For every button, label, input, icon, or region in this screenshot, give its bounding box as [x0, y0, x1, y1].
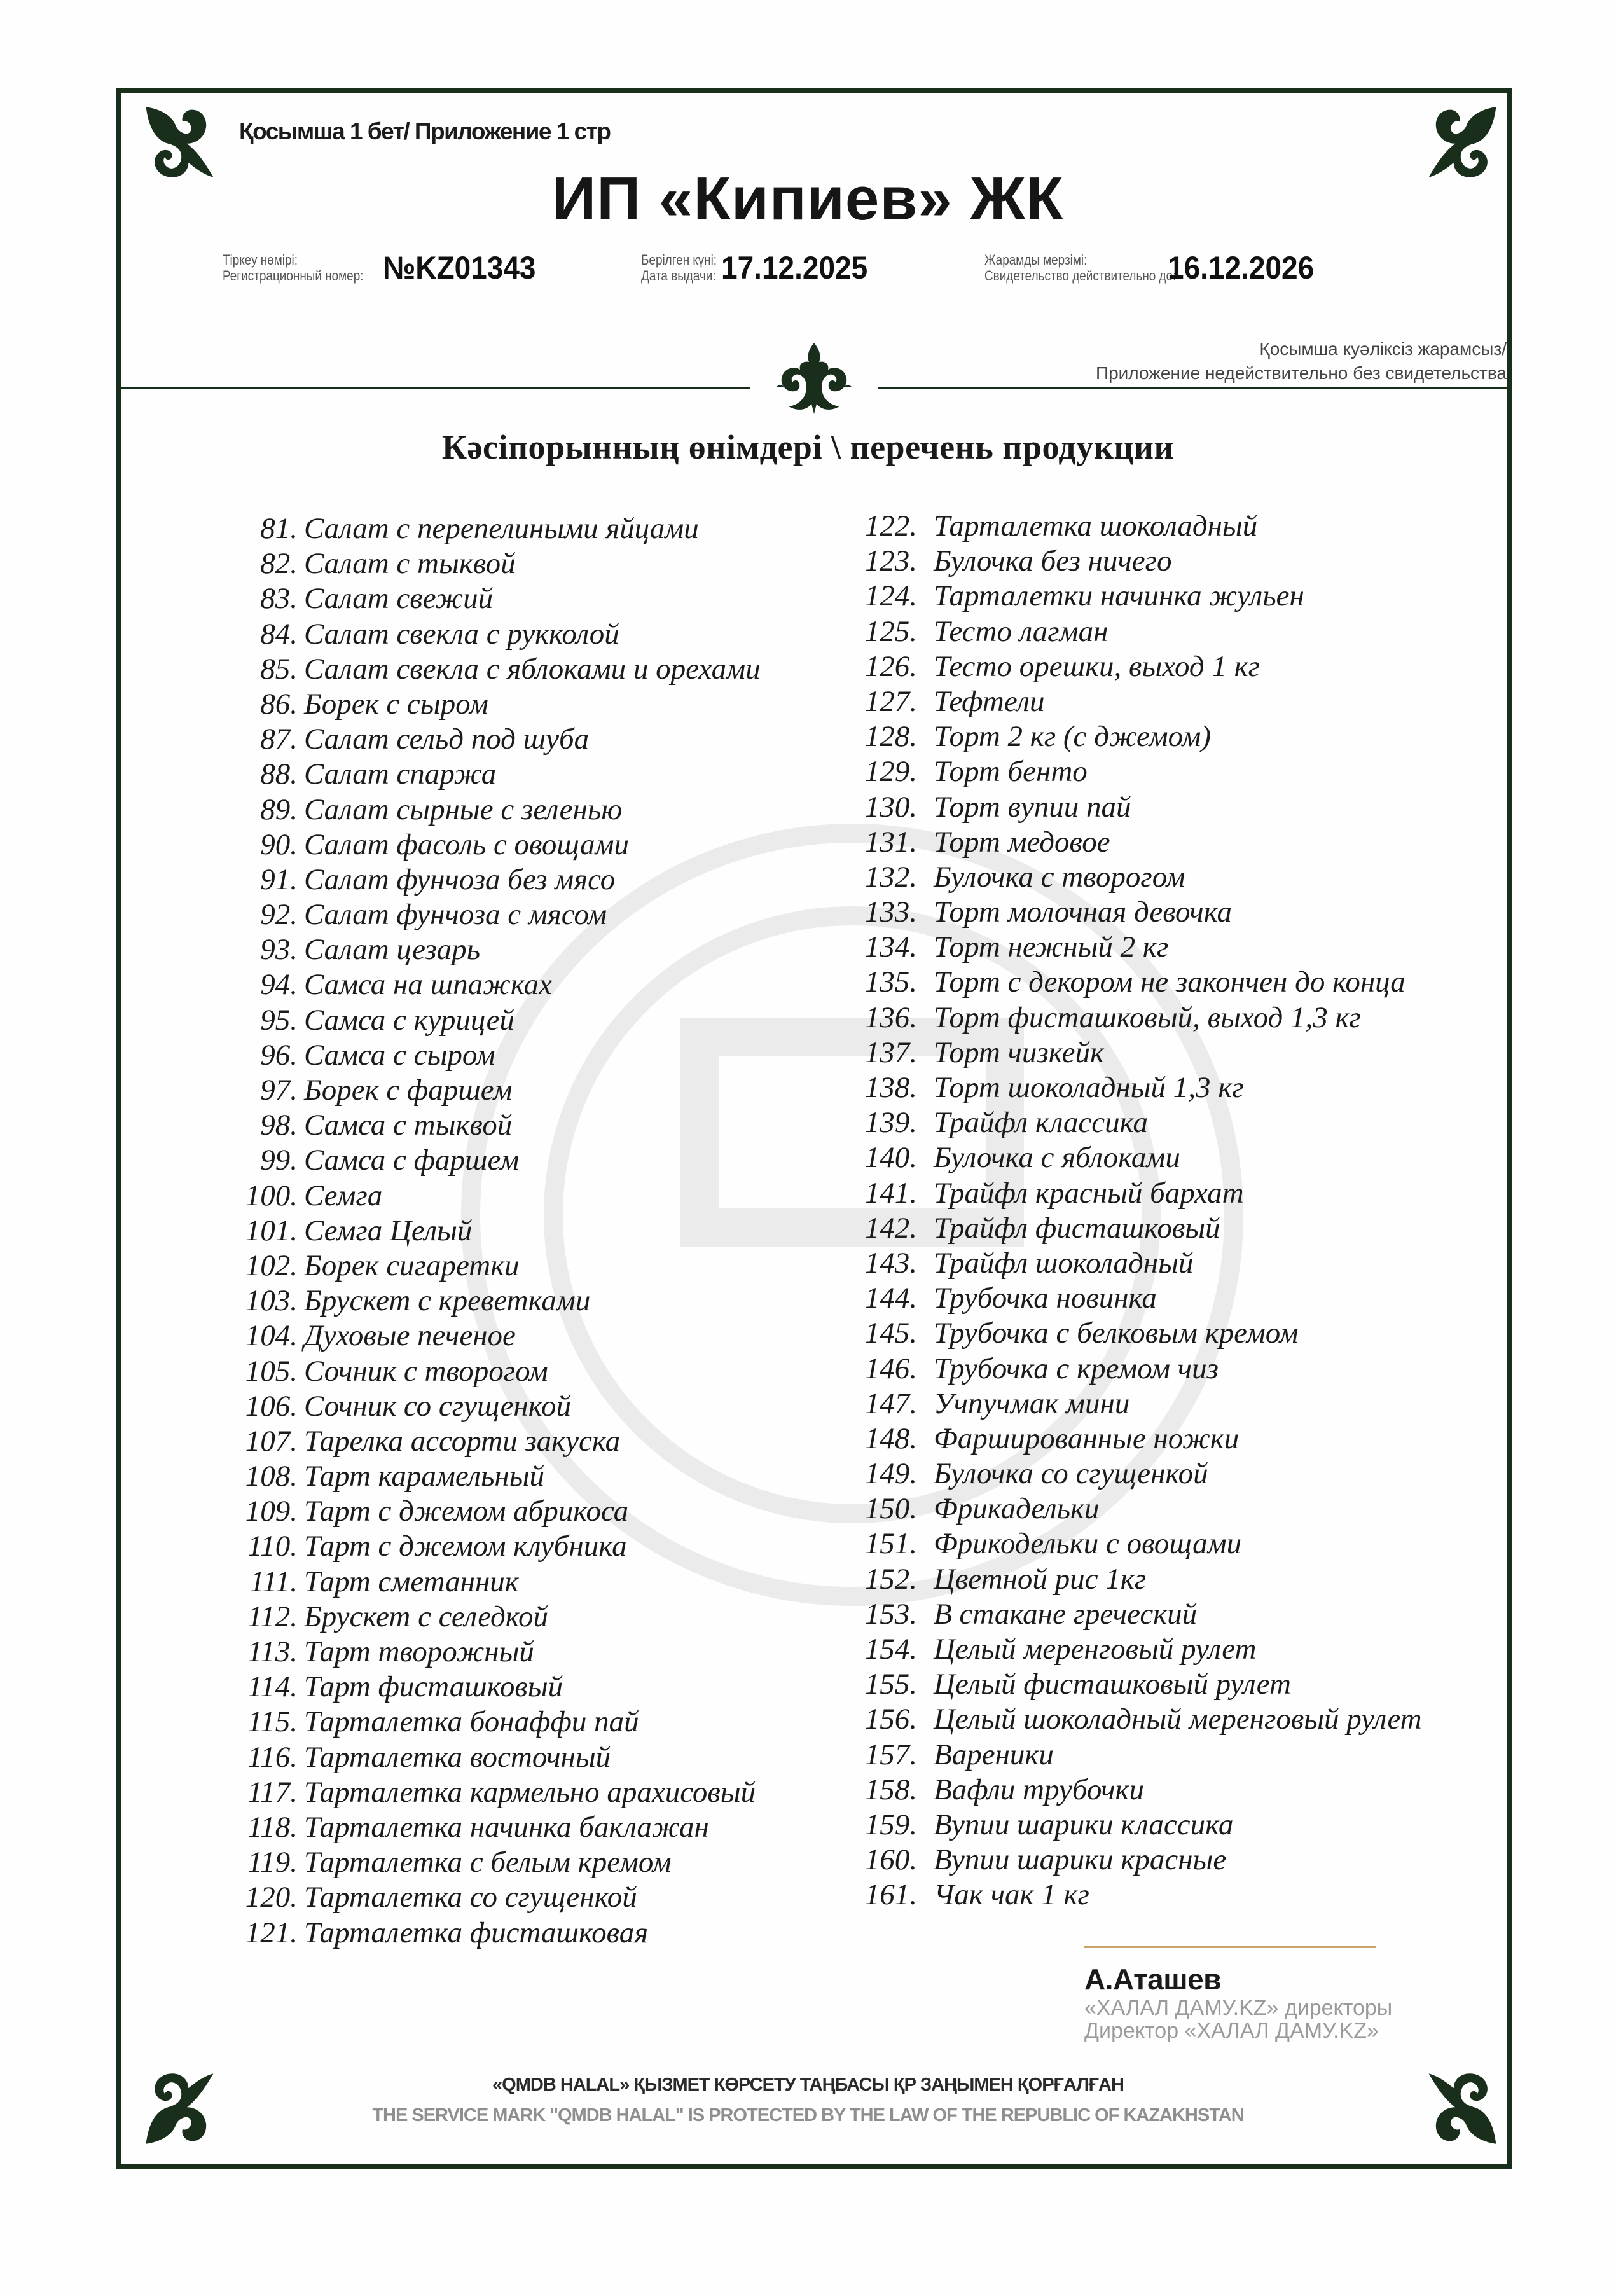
appendix-label: Қосымша 1 бет/ Приложение 1 стр	[239, 118, 611, 144]
product-item	[242, 1740, 761, 1775]
product-list-right	[846, 509, 1422, 1913]
product-item	[242, 1179, 761, 1214]
product-name: Тарт фисташковый	[304, 1670, 563, 1704]
product-item	[242, 1354, 761, 1389]
center-ornament-icon	[750, 340, 878, 415]
product-item	[242, 722, 761, 757]
product-number: 135.	[864, 965, 917, 999]
product-name: Фрикодельки с овощами	[934, 1527, 1242, 1561]
product-item	[242, 1705, 761, 1739]
product-item	[242, 1108, 761, 1143]
product-name: Вупии шарики красные	[934, 1843, 1227, 1877]
product-number: 118.	[247, 1810, 298, 1844]
product-item	[846, 1176, 1422, 1211]
product-list-left	[242, 511, 761, 1951]
product-item	[242, 1424, 761, 1459]
product-item	[846, 930, 1422, 965]
valid-until-date: 16.12.2026	[1168, 250, 1315, 286]
product-number: 157.	[864, 1738, 917, 1771]
product-name: Брускет с креветками	[304, 1284, 591, 1318]
product-name: Торт бенто	[934, 755, 1088, 789]
product-number: 133.	[864, 896, 917, 929]
product-name: Целый фисташковый рулет	[934, 1668, 1291, 1701]
product-name: Торт чизкейк	[934, 1035, 1104, 1069]
product-number: 148.	[864, 1421, 917, 1455]
registration-label-ru: Регистрационный номер:	[223, 268, 364, 284]
product-name: Вареники	[934, 1738, 1054, 1771]
product-number: 110.	[247, 1530, 298, 1563]
product-number: 117.	[247, 1775, 298, 1809]
product-number: 95.	[260, 1003, 298, 1037]
product-item	[846, 1562, 1422, 1597]
product-number: 119.	[247, 1846, 298, 1879]
product-number: 91.	[260, 862, 298, 896]
product-item	[846, 1843, 1422, 1878]
product-item	[846, 1246, 1422, 1281]
product-name: Салат фасоль с овощами	[304, 827, 629, 861]
product-item	[846, 1702, 1422, 1737]
product-item	[846, 1105, 1422, 1140]
product-number: 103.	[245, 1284, 298, 1318]
product-name: Вупии шарики классика	[934, 1808, 1234, 1841]
product-name: Сочник с творогом	[304, 1354, 548, 1388]
product-name: Тарталетка восточный	[304, 1740, 611, 1774]
product-name: Трубочка новинка	[934, 1282, 1157, 1315]
product-number: 81.	[260, 512, 298, 545]
product-number: 101.	[245, 1214, 298, 1247]
issue-date: 17.12.2025	[721, 250, 868, 286]
product-name: Самса с фаршем	[304, 1144, 520, 1177]
product-item	[242, 897, 761, 932]
product-item	[242, 1459, 761, 1494]
product-name: Булочка с яблоками	[934, 1141, 1180, 1175]
product-name: В стакане греческий	[934, 1597, 1198, 1631]
product-name: Салат фунчоза с мясом	[304, 898, 607, 932]
product-number: 153.	[864, 1597, 917, 1631]
product-item	[242, 581, 761, 616]
product-item	[846, 1878, 1422, 1912]
product-number: 137.	[864, 1035, 917, 1069]
product-item	[846, 1773, 1422, 1808]
product-item	[242, 1003, 761, 1038]
product-name: Фаршированные ножки	[934, 1421, 1240, 1455]
product-name: Трубочка с кремом чиз	[934, 1352, 1219, 1385]
product-number: 88.	[260, 757, 298, 791]
product-item	[242, 546, 761, 581]
product-item	[846, 1387, 1422, 1421]
product-number: 89.	[260, 792, 298, 826]
product-item	[846, 965, 1422, 1000]
product-item	[846, 1211, 1422, 1246]
product-item	[846, 790, 1422, 825]
product-number: 140.	[864, 1141, 917, 1175]
product-number: 144.	[864, 1282, 917, 1315]
product-name: Торт с декором не закончен до конца	[934, 965, 1405, 999]
product-name: Трайфл шоколадный	[934, 1246, 1194, 1280]
product-number: 105.	[245, 1354, 298, 1388]
product-number: 96.	[260, 1038, 298, 1072]
product-name: Тесто орешки, выход 1 кг	[934, 649, 1260, 683]
product-name: Борек с сыром	[304, 687, 488, 721]
product-name: Салат спаржа	[304, 757, 497, 791]
product-item	[242, 1389, 761, 1424]
valid-until-label-kz: Жарамды мерзімі:	[984, 252, 1088, 268]
product-item	[846, 1632, 1422, 1667]
product-name: Салат свекла с рукколой	[304, 617, 619, 651]
product-item	[242, 757, 761, 792]
product-number: 159.	[864, 1808, 917, 1841]
product-number: 158.	[864, 1773, 917, 1806]
product-name: Фрикадельки	[934, 1492, 1100, 1526]
product-item	[242, 1494, 761, 1529]
issue-date-label-kz: Берілген күні:	[641, 252, 717, 268]
product-name: Вафли трубочки	[934, 1773, 1145, 1806]
product-name: Салат свежий	[304, 582, 494, 616]
section-title: Кәсіпорынның өнімдері \ перечень продукции	[441, 428, 1175, 466]
product-number: 106.	[245, 1389, 298, 1423]
product-item	[242, 1214, 761, 1248]
product-item	[846, 1491, 1422, 1526]
product-item	[846, 1000, 1422, 1035]
product-number: 82.	[260, 547, 298, 581]
product-name: Борек с фаршем	[304, 1074, 513, 1107]
product-name: Тарелка ассорти закуска	[304, 1424, 621, 1458]
product-number: 122.	[864, 509, 917, 543]
product-number: 124.	[864, 579, 917, 613]
product-name: Торт молочная девочка	[934, 896, 1233, 929]
product-number: 155.	[864, 1668, 917, 1701]
product-number: 120.	[245, 1881, 298, 1914]
product-name: Салат сырные с зеленью	[304, 792, 623, 826]
footer-service-mark-en: THE SERVICE MARK "QMDB HALAL" IS PROTECTED BY THE LAW OF THE REPUBLIC OF KAZAKHSTAN	[372, 2105, 1244, 2126]
product-number: 115.	[247, 1705, 298, 1739]
product-number: 146.	[864, 1352, 917, 1385]
product-number: 139.	[864, 1106, 917, 1140]
product-number: 160.	[864, 1843, 917, 1877]
product-name: Тарталетка фисташковая	[304, 1916, 649, 1949]
product-item	[846, 1035, 1422, 1070]
product-name: Торт медовое	[934, 825, 1110, 859]
product-name: Чак чак 1 кг	[934, 1878, 1089, 1912]
product-item	[846, 1526, 1422, 1561]
product-number: 99.	[260, 1144, 298, 1177]
product-item	[242, 1775, 761, 1810]
product-number: 131.	[864, 825, 917, 859]
product-item	[242, 1038, 761, 1073]
product-item	[846, 1352, 1422, 1387]
product-number: 125.	[864, 614, 917, 648]
product-number: 127.	[864, 684, 917, 718]
product-item	[242, 1073, 761, 1108]
product-item	[846, 509, 1422, 544]
product-name: Тарталетка кармельно арахисовый	[304, 1775, 756, 1809]
product-item	[242, 1600, 761, 1635]
product-number: 134.	[864, 930, 917, 964]
validity-note-ru: Приложение недействительно без свидетельства	[1095, 363, 1507, 383]
product-item	[846, 1070, 1422, 1105]
validity-note	[1096, 337, 1507, 385]
product-item	[846, 719, 1422, 754]
product-name: Салат с перепелиными яйцами	[304, 512, 699, 545]
product-number: 141.	[864, 1176, 917, 1210]
product-number: 94.	[260, 968, 298, 1002]
product-item	[242, 862, 761, 897]
valid-until-label-ru: Свидетельство действительно до:	[984, 268, 1177, 284]
product-number: 151.	[864, 1527, 917, 1561]
product-item	[242, 827, 761, 862]
product-item	[242, 1529, 761, 1564]
product-name: Тарт творожный	[304, 1635, 534, 1668]
product-name: Семга	[304, 1179, 383, 1212]
product-item	[242, 1845, 761, 1880]
product-name: Целый шоколадный меренговый рулет	[934, 1703, 1422, 1736]
product-item	[846, 860, 1422, 895]
product-number: 143.	[864, 1246, 917, 1280]
product-item	[846, 614, 1422, 649]
product-name: Торт 2 кг (с джемом)	[934, 720, 1212, 754]
registration-number: №KZ01343	[382, 250, 536, 286]
product-item	[846, 754, 1422, 789]
product-item	[242, 1916, 761, 1951]
product-number: 129.	[864, 755, 917, 789]
product-name: Самса с сыром	[304, 1038, 495, 1072]
product-name: Салат фунчоза без мясо	[304, 862, 616, 896]
product-name: Тарталетка со сгущенкой	[304, 1881, 637, 1914]
product-number: 108.	[245, 1460, 298, 1493]
product-number: 161.	[864, 1878, 917, 1912]
product-item	[242, 1635, 761, 1670]
product-number: 149.	[864, 1457, 917, 1491]
product-name: Тарталетка шоколадный	[934, 509, 1258, 543]
product-name: Булочка без ничего	[934, 544, 1172, 578]
product-number: 130.	[864, 790, 917, 824]
product-item	[846, 684, 1422, 719]
product-name: Тарталетка с белым кремом	[304, 1846, 672, 1879]
product-name: Целый меренговый рулет	[934, 1633, 1257, 1666]
product-name: Тарт сметанник	[304, 1565, 519, 1598]
registration-label-kz: Тіркеу нөмірі:	[223, 252, 298, 268]
product-name: Сочник со сгущенкой	[304, 1389, 571, 1423]
product-name: Тарталетка бонаффи пай	[304, 1705, 639, 1739]
product-number: 150.	[864, 1492, 917, 1526]
signatory-role-kz: «ХАЛАЛ ДАМУ.KZ» директоры	[1084, 1996, 1393, 2020]
product-number: 132.	[864, 860, 917, 894]
product-name: Семга Целый	[304, 1214, 473, 1247]
product-number: 109.	[245, 1495, 298, 1528]
product-number: 93.	[260, 933, 298, 967]
product-name: Салат цезарь	[304, 933, 481, 967]
product-name: Самса с курицей	[304, 1003, 514, 1037]
validity-note-kz: Қосымша куәліксіз жарамсыз/	[1259, 339, 1507, 359]
product-number: 123.	[864, 544, 917, 578]
product-number: 107.	[245, 1424, 298, 1458]
product-item	[242, 652, 761, 687]
product-name: Тарталетки начинка жульен	[934, 579, 1304, 613]
product-item	[242, 511, 761, 546]
product-item	[242, 967, 761, 1002]
product-item	[242, 1810, 761, 1845]
product-name: Торт шоколадный 1,3 кг	[934, 1071, 1244, 1104]
product-item	[242, 1318, 761, 1353]
product-name: Торт фисташковый, выход 1,3 кг	[934, 1000, 1361, 1034]
product-item	[846, 579, 1422, 614]
product-number: 85.	[260, 652, 298, 686]
product-name: Тарт с джемом абрикоса	[304, 1495, 629, 1528]
product-number: 90.	[260, 827, 298, 861]
product-item	[846, 1738, 1422, 1773]
product-item	[846, 825, 1422, 860]
product-item	[846, 1281, 1422, 1316]
product-name: Тарталетка начинка баклажан	[304, 1810, 709, 1844]
product-number: 104.	[245, 1319, 298, 1353]
product-item	[846, 895, 1422, 930]
product-name: Цветной рис 1кг	[934, 1562, 1147, 1596]
product-item	[846, 1808, 1422, 1843]
product-name: Салат сельд под шуба	[304, 723, 590, 756]
product-number: 142.	[864, 1211, 917, 1245]
product-number: 102.	[245, 1248, 298, 1282]
product-number: 154.	[864, 1633, 917, 1666]
product-item	[242, 1143, 761, 1178]
product-item	[846, 1456, 1422, 1491]
product-number: 138.	[864, 1071, 917, 1104]
product-name: Тарт с джемом клубника	[304, 1530, 627, 1563]
product-name: Трайфл фисташковый	[934, 1211, 1220, 1245]
product-item	[242, 932, 761, 967]
product-item	[846, 649, 1422, 684]
product-number: 113.	[247, 1635, 298, 1668]
product-number: 145.	[864, 1317, 917, 1350]
product-number: 126.	[864, 649, 917, 683]
registration-number-block	[223, 249, 549, 286]
valid-until-block	[984, 249, 1327, 286]
product-number: 128.	[864, 720, 917, 754]
product-item	[242, 1248, 761, 1283]
product-number: 84.	[260, 617, 298, 651]
product-number: 152.	[864, 1562, 917, 1596]
product-name: Духовые печеное	[304, 1319, 516, 1353]
product-name: Самса с тыквой	[304, 1109, 513, 1142]
product-item	[242, 1565, 761, 1600]
product-item	[846, 1597, 1422, 1632]
issue-date-label-ru: Дата выдачи:	[641, 268, 716, 284]
signatory-role-ru: Директор «ХАЛАЛ ДАМУ.KZ»	[1084, 2019, 1379, 2043]
company-title: ИП «Кипиев» ЖК	[552, 165, 1064, 233]
product-name: Булочка со сгущенкой	[934, 1457, 1208, 1491]
product-name: Трайфл классика	[934, 1106, 1148, 1140]
product-number: 86.	[260, 687, 298, 721]
product-number: 136.	[864, 1000, 917, 1034]
product-number: 98.	[260, 1109, 298, 1142]
issue-date-block	[641, 249, 881, 286]
product-name: Трайфл красный бархат	[934, 1176, 1244, 1210]
product-name: Тесто лагман	[934, 614, 1108, 648]
signature-line	[1084, 1946, 1376, 1948]
product-number: 116.	[247, 1740, 298, 1774]
product-name: Борек сигаретки	[304, 1248, 520, 1282]
signature-block	[1084, 1946, 1392, 2042]
product-name: Салат с тыквой	[304, 547, 516, 581]
product-name: Брускет с селедкой	[304, 1600, 548, 1633]
product-name: Торт нежный 2 кг	[934, 930, 1169, 964]
product-name: Учпучмак мини	[934, 1387, 1130, 1420]
product-number: 92.	[260, 898, 298, 932]
product-number: 83.	[260, 582, 298, 616]
product-item	[846, 1421, 1422, 1456]
product-name: Салат свекла с яблоками и орехами	[304, 652, 761, 686]
signatory-name: А.Аташев	[1084, 1963, 1221, 1996]
product-item	[242, 687, 761, 722]
product-item	[846, 1140, 1422, 1175]
product-item	[846, 1316, 1422, 1351]
product-number: 147.	[864, 1387, 917, 1420]
product-item	[242, 792, 761, 827]
product-number: 111.	[249, 1565, 298, 1598]
product-item	[242, 617, 761, 652]
product-number: 100.	[245, 1179, 298, 1212]
product-name: Булочка с творогом	[934, 860, 1185, 894]
product-item	[242, 1670, 761, 1705]
product-number: 114.	[247, 1670, 298, 1704]
product-name: Тефтели	[934, 684, 1045, 718]
product-item	[846, 544, 1422, 579]
product-item	[242, 1880, 761, 1915]
product-number: 156.	[864, 1703, 917, 1736]
product-name: Трубочка с белковым кремом	[934, 1317, 1299, 1350]
product-number: 87.	[260, 723, 298, 756]
product-item	[242, 1283, 761, 1318]
product-name: Торт вупии пай	[934, 790, 1131, 824]
product-name: Самса на шпажках	[304, 968, 552, 1002]
product-number: 112.	[247, 1600, 298, 1633]
product-number: 97.	[260, 1074, 298, 1107]
product-item	[846, 1667, 1422, 1702]
product-name: Тарт карамельный	[304, 1460, 545, 1493]
product-number: 121.	[245, 1916, 298, 1949]
footer-service-mark-kz: «QMDB HALAL» ҚЫЗМЕТ КӨРСЕТУ ТАҢБАСЫ ҚР ЗАҢЫМЕН ҚОРҒАЛҒАН	[492, 2075, 1124, 2095]
